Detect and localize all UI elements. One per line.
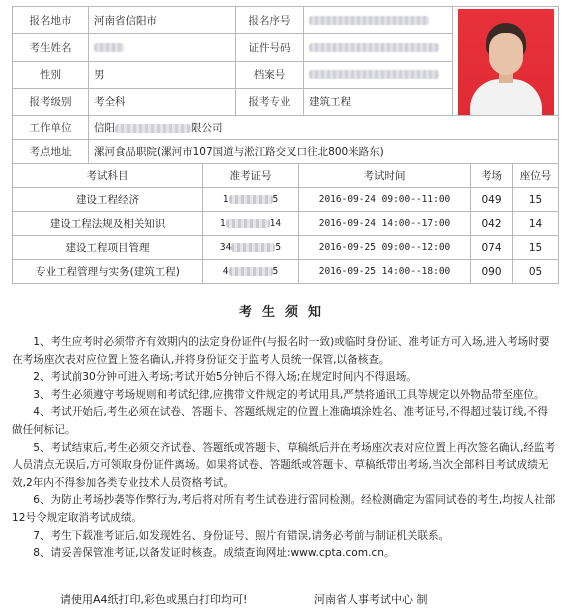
notice-item: 3、考生必须遵守考场规则和考试纪律,应携带文件规定的考试用具,严禁将通讯工具等规定以外物品带至座位。 bbox=[33, 388, 545, 401]
exam-row bbox=[13, 212, 559, 236]
notice-item: 1、考生应考时必须带齐有效期内的法定身份证件(与报名时一致)或临时身份证、准考证方可入场,进入考场时要在考场座次表对应位置上签名确认,并将身份证交于监考人员统一保管,以备核查。 bbox=[12, 336, 550, 366]
exam-row bbox=[13, 260, 559, 284]
notice-item: 5、考试结束后,考生必须交齐试卷、答题纸或答题卡、草稿纸后并在考场座次表对应位置上再次签名确认,经监考人员清点无误后,方可领取身份证件离场。如果将试卷、答题纸或答题卡、草稿纸带出考场,当次全部科目考试成绩无效,2年内不得参加各类专业技术人员资格考试。 bbox=[12, 441, 556, 489]
header-seat: 座位号 bbox=[513, 164, 559, 188]
exam-seat: 05 bbox=[513, 260, 559, 284]
exam-seat: 15 bbox=[513, 188, 559, 212]
candidate-info-table bbox=[12, 6, 559, 164]
header-room: 考场 bbox=[471, 164, 513, 188]
exam-time: 2016-09-25 14:00--18:00 bbox=[299, 260, 471, 284]
exam-site-label: 考点地址 bbox=[13, 140, 89, 164]
exam-header-row bbox=[13, 164, 559, 188]
exam-room: 074 bbox=[471, 236, 513, 260]
notice-body bbox=[12, 334, 558, 563]
reg-location-value: 河南省信阳市 bbox=[89, 7, 236, 34]
exam-row bbox=[13, 236, 559, 260]
exam-subject: 专业工程管理与实务(建筑工程) bbox=[13, 260, 203, 284]
reg-location-label: 报名地市 bbox=[13, 7, 89, 34]
gender-label: 性别 bbox=[13, 61, 89, 88]
print-tip: 请使用A4纸打印,彩色或黑白打印均可! bbox=[60, 593, 248, 606]
archive-value bbox=[304, 61, 453, 88]
employer-label: 工作单位 bbox=[13, 116, 89, 140]
header-subject: 考试科目 bbox=[13, 164, 203, 188]
candidate-photo bbox=[458, 9, 554, 115]
exam-time: 2016-09-25 09:00--12:00 bbox=[299, 236, 471, 260]
major-label: 报考专业 bbox=[236, 88, 304, 115]
level-label: 报考级别 bbox=[13, 88, 89, 115]
notice-item: 8、请妥善保管准考证,以备发证时核查。成绩查询网址:www.cpta.com.cn。 bbox=[33, 547, 395, 560]
exam-room: 042 bbox=[471, 212, 513, 236]
employer-value bbox=[89, 116, 559, 140]
exam-ticket: 4 5 bbox=[203, 260, 299, 284]
name-label: 考生姓名 bbox=[13, 34, 89, 61]
notice-item: 2、考试前30分钟可进入考场;考试开始5分钟后不得入场;在规定时间内不得退场。 bbox=[33, 371, 417, 384]
notice-item: 6、为防止考场抄袭等作弊行为,考后将对所有考生试卷进行雷同检测。经检测确定为雷同试卷的考生,均按人社部12号令规定取消考试成绩。 bbox=[12, 494, 556, 524]
exam-room: 049 bbox=[471, 188, 513, 212]
exam-seat: 15 bbox=[513, 236, 559, 260]
reg-number-value bbox=[304, 7, 453, 34]
exam-time: 2016-09-24 09:00--11:00 bbox=[299, 188, 471, 212]
exam-ticket: 1 14 bbox=[203, 212, 299, 236]
name-value bbox=[89, 34, 236, 61]
employer-redacted bbox=[115, 124, 191, 133]
reg-number-label: 报名序号 bbox=[236, 7, 304, 34]
exam-time: 2016-09-24 14:00--17:00 bbox=[299, 212, 471, 236]
exam-ticket: 34 5 bbox=[203, 236, 299, 260]
exam-seat: 14 bbox=[513, 212, 559, 236]
header-ticket: 准考证号 bbox=[203, 164, 299, 188]
notice-title: 考生须知 bbox=[238, 305, 331, 320]
employer-prefix: 信阳 bbox=[94, 122, 115, 134]
notice-item: 7、考生下载准考证后,如发现姓名、身份证号、照片有错误,请务必考前与制证机关联系。 bbox=[33, 529, 450, 542]
exam-subject: 建设工程经济 bbox=[13, 188, 203, 212]
exam-schedule-table bbox=[12, 163, 559, 284]
exam-row bbox=[13, 188, 559, 212]
id-number-label: 证件号码 bbox=[236, 34, 304, 61]
exam-ticket: 1 5 bbox=[203, 188, 299, 212]
exam-subject: 建设工程项目管理 bbox=[13, 236, 203, 260]
admission-ticket bbox=[12, 6, 558, 563]
notice-item: 4、考试开始后,考生必须在试卷、答题卡、答题纸规定的位置上准确填涂姓名、准考证号,不得超过装订线,不得做任何标记。 bbox=[12, 406, 548, 436]
major-value: 建筑工程 bbox=[304, 88, 453, 115]
exam-room: 090 bbox=[471, 260, 513, 284]
exam-site-value: 漯河食品职院(漯河市107国道与淞江路交叉口往北800米路东) bbox=[89, 140, 559, 164]
header-time: 考试时间 bbox=[299, 164, 471, 188]
issuer: 河南省人事考试中心 制 bbox=[314, 593, 428, 606]
level-value: 考全科 bbox=[89, 88, 236, 115]
photo-cell bbox=[453, 7, 559, 116]
gender-value: 男 bbox=[89, 61, 236, 88]
id-number-value bbox=[304, 34, 453, 61]
exam-subject: 建设工程法规及相关知识 bbox=[13, 212, 203, 236]
employer-suffix: 限公司 bbox=[191, 122, 223, 134]
archive-label: 档案号 bbox=[236, 61, 304, 88]
